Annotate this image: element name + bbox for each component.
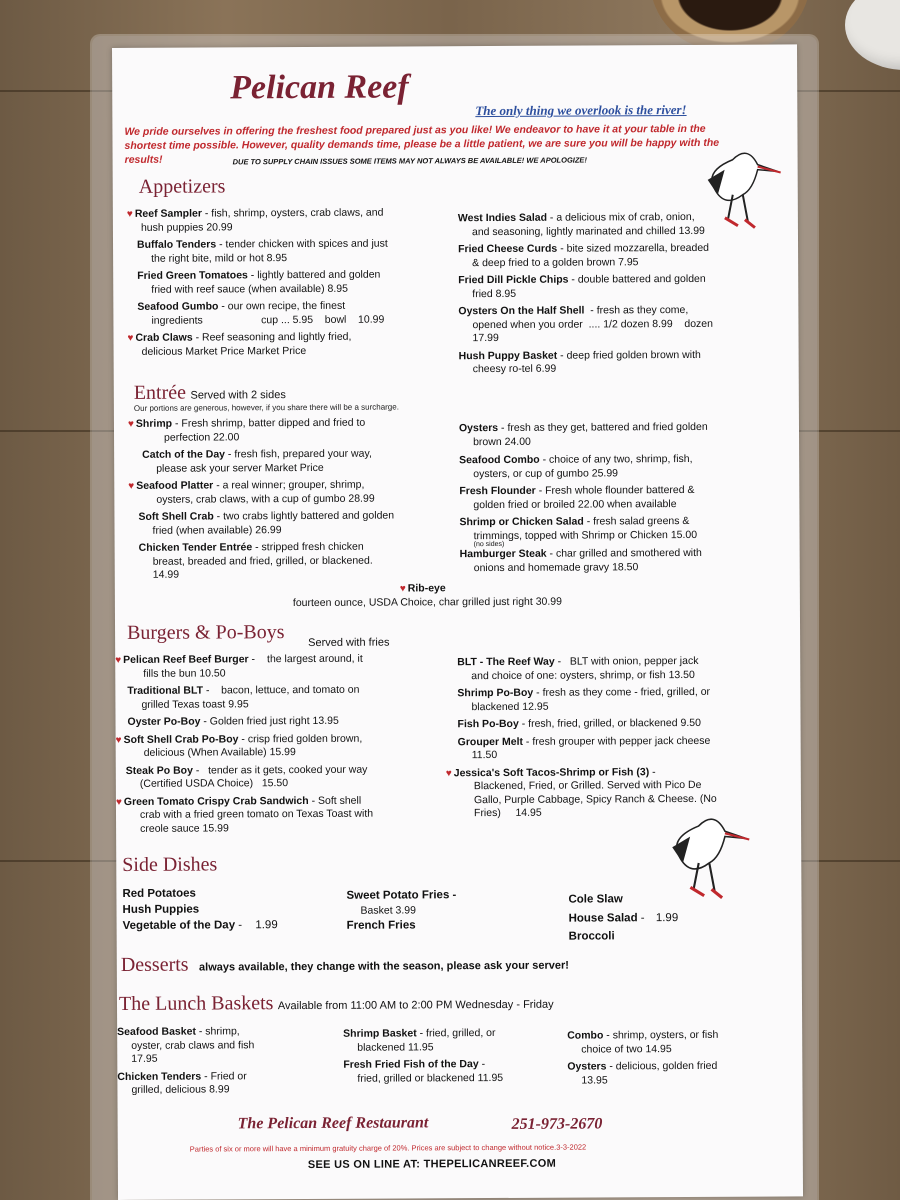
heart-icon: ♥	[445, 767, 452, 779]
section-title-appetizers: Appetizers	[138, 175, 226, 198]
menu-item	[127, 268, 427, 297]
menu-item	[116, 732, 446, 761]
item-desc-line: 14.99	[152, 568, 180, 581]
item-desc: - crisp fried golden brown,	[238, 732, 363, 745]
burgers-subtitle: Served with fries	[308, 636, 390, 649]
item-desc-line: Blackened, Fried, or Grilled. Served with Pico De	[473, 778, 702, 793]
item-desc: - two crabs lightly battered and golden	[213, 509, 395, 523]
side-item: Broccoli	[568, 930, 615, 943]
menu-item	[446, 717, 766, 732]
item-name: Soft Shell Crab	[138, 510, 214, 523]
menu-title: Pelican Reef	[230, 68, 409, 107]
sides-column-2	[346, 888, 546, 934]
menu-item	[567, 1060, 767, 1088]
side-item-price: Basket 3.99	[360, 904, 417, 917]
item-name: Fried Green Tomatoes	[137, 269, 248, 282]
item-name: Seafood Combo	[459, 453, 540, 467]
item-desc-line: grilled, delicious 8.99	[131, 1083, 230, 1096]
item-desc: - Fried or	[201, 1069, 247, 1083]
plate	[845, 0, 900, 70]
item-name: Green Tomato Crispy Crab Sandwich	[123, 794, 309, 808]
item-name: Fresh Flounder	[459, 484, 536, 498]
item-price: 1.99	[255, 919, 278, 932]
item-desc: - a real winner; grouper, shrimp,	[213, 478, 365, 492]
item-desc: - a delicious mix of crab, onion,	[546, 210, 695, 224]
item-name: Fish Po-Boy	[457, 717, 519, 731]
item-desc-line: fried (when available) 26.99	[152, 523, 282, 537]
side-item: Vegetable of the Day - 1.99	[122, 919, 278, 932]
entree-note: Our portions are generous, however, if you share there will be a surcharge.	[133, 402, 399, 413]
item-name: Fried Dill Pickle Chips	[458, 273, 569, 287]
entree-right-column	[459, 421, 760, 576]
item-desc: - BLT with onion, pepper jack	[554, 654, 699, 668]
desserts-row	[121, 952, 569, 977]
heart-icon: ♥	[115, 734, 122, 746]
menu-item	[459, 515, 759, 549]
item-desc: - stripped fresh chicken	[252, 540, 364, 554]
item-desc: the largest around, it	[266, 652, 363, 666]
sides-column-3	[568, 889, 768, 946]
item-desc: - choice of any two, shrimp, fish,	[539, 452, 693, 466]
item-desc: - bacon, lettuce, and tomato on	[202, 683, 360, 697]
item-desc-line: fried, grilled or blackened 11.95	[357, 1071, 504, 1085]
menu-item	[458, 304, 758, 346]
item-name: Rib-eye	[407, 582, 446, 595]
menu-item	[343, 1058, 553, 1086]
heart-icon: ♥	[128, 480, 135, 492]
item-desc: - lightly battered and golden	[247, 268, 381, 282]
item-name: House Salad	[568, 912, 638, 925]
desserts-desc: always available, they change with the season, please ask your server!	[199, 959, 569, 974]
item-name: Oysters	[567, 1060, 607, 1073]
item-name: Pelican Reef Beef Burger	[123, 653, 249, 666]
menu-item	[117, 1025, 317, 1067]
item-desc: - Fresh whole flounder battered &	[535, 483, 695, 497]
item-desc-line: golden fried or broiled 22.00 when available	[473, 497, 677, 511]
menu-item-ribeye	[400, 582, 446, 596]
item-name: Traditional BLT	[127, 684, 204, 697]
item-desc-line: ingredients cup ... 5.95 bowl 10.99	[151, 313, 385, 327]
item-desc-line: crab with a fried green tomato on Texas Toast with	[139, 807, 374, 821]
menu-item	[459, 453, 759, 482]
item-desc: - fresh as they come,	[584, 303, 689, 317]
lunch-column-1	[117, 1025, 317, 1098]
item-name: Fried Cheese Curds	[458, 242, 558, 256]
item-desc-line: delicious (When Available) 15.99	[143, 746, 296, 759]
item-price: 1.99	[655, 912, 679, 925]
item-desc-line: blackened 11.95	[357, 1040, 434, 1054]
item-desc-line: opened when you order .... 1/2 dozen 8.99 dozen	[472, 317, 713, 331]
heart-icon: ♥	[127, 332, 134, 344]
menu-item	[446, 734, 766, 763]
menu-item	[458, 211, 758, 240]
heart-icon: ♥	[115, 796, 122, 808]
section-title-burgers: Burgers & Po-Boys	[127, 621, 285, 644]
item-desc: - fresh salad greens &	[583, 514, 690, 528]
item-desc-line: and seasoning, lightly marinated and chilled 13.99	[471, 224, 705, 238]
item-desc-line: oysters, crab claws, with a cup of gumbo 28.99	[156, 492, 375, 506]
item-desc-line: grilled Texas toast 9.95	[141, 697, 249, 711]
sides-column-1	[122, 885, 322, 934]
menu-item	[115, 714, 445, 729]
side-item: Red Potatoes	[122, 887, 196, 900]
side-item: French Fries	[346, 919, 416, 932]
footer-phone: 251-973-2670	[511, 1115, 603, 1133]
burgers-right-column	[445, 655, 766, 821]
menu-item	[115, 652, 445, 681]
burgers-left-column	[115, 652, 446, 836]
item-desc-line: onions and homemade gravy 18.50	[473, 560, 639, 574]
item-desc: - fresh fish, prepared your way,	[224, 447, 372, 461]
item-desc-line: & deep fried to a golden brown 7.95	[472, 255, 639, 269]
lunch-column-3	[567, 1029, 767, 1088]
item-desc: -	[248, 653, 256, 666]
menu-item	[128, 509, 438, 538]
section-title-lunch: The Lunch Baskets	[118, 992, 274, 1015]
side-item: House Salad - 1.99	[568, 912, 679, 925]
item-desc: - Fresh shrimp, batter dipped and fried to	[172, 416, 366, 430]
item-desc: - tender as it gets, cooked your way	[192, 763, 368, 777]
pelican-icon	[664, 805, 754, 900]
menu-item	[445, 686, 765, 715]
item-desc-line: oyster, crab claws and fish	[131, 1038, 255, 1052]
menu-item	[116, 763, 446, 792]
menu-item	[128, 478, 438, 507]
item-desc-line: hush puppies 20.99	[140, 220, 233, 234]
item-name: West Indies Salad	[457, 211, 548, 225]
section-title-desserts: Desserts	[120, 953, 189, 976]
item-desc-line: breast, breaded and fried, grilled, or blackened.	[152, 554, 373, 568]
ribeye-desc: fourteen ounce, USDA Choice, char grilled just right 30.99	[292, 595, 563, 610]
item-name: Oysters	[458, 421, 499, 435]
item-name: Chicken Tenders	[117, 1070, 202, 1083]
item-desc: - fresh grouper with pepper jack cheese	[522, 734, 711, 748]
item-name: Steak Po Boy	[125, 764, 193, 777]
heart-icon: ♥	[126, 208, 133, 220]
item-desc: - bite sized mozzarella, breaded	[557, 241, 710, 255]
item-desc-line: 11.50	[471, 748, 498, 762]
item-name: Combo	[567, 1029, 604, 1042]
item-desc: -	[478, 1058, 486, 1071]
item-desc: - shrimp, oysters, or fish	[603, 1028, 719, 1042]
menu-item	[127, 299, 427, 328]
item-name: Reef Sampler	[134, 207, 202, 220]
item-name: Soft Shell Crab Po-Boy	[123, 732, 239, 746]
item-desc: - Soft shell	[308, 794, 362, 807]
section-title-entree: Entrée	[133, 381, 187, 404]
menu-item	[127, 206, 427, 235]
side-item: Hush Puppies	[122, 903, 200, 916]
supply-note: DUE TO SUPPLY CHAIN ISSUES SOME ITEMS MAY NOT ALWAYS BE AVAILABLE! WE APOLOGIZE!	[232, 155, 587, 167]
entree-left-column	[128, 416, 439, 582]
item-desc: - shrimp,	[195, 1025, 240, 1038]
item-name: Hush Puppy Basket	[458, 349, 558, 362]
menu-item	[116, 794, 446, 836]
item-name: Grouper Melt	[457, 735, 524, 748]
appetizers-right-column	[458, 211, 759, 377]
menu-item	[117, 1069, 317, 1097]
menu-page	[112, 44, 803, 1200]
item-desc: - deep fried golden brown with	[557, 348, 701, 362]
item-desc-line: delicious Market Price Market Price	[141, 344, 307, 358]
menu-item	[458, 273, 758, 302]
item-desc-line: the right bite, mild or hot 8.95	[151, 251, 288, 265]
menu-item	[459, 348, 759, 377]
item-name: Buffalo Tenders	[136, 238, 217, 251]
section-title-sides: Side Dishes	[122, 853, 218, 876]
item-desc-line: 17.95	[131, 1052, 158, 1065]
item-desc-line: creole sauce 15.99	[140, 821, 229, 835]
item-name: Vegetable of the Day	[122, 919, 236, 932]
item-name: Shrimp Basket	[343, 1027, 417, 1040]
item-name: Hamburger Steak	[459, 547, 547, 561]
entree-subtitle: Served with 2 sides	[190, 389, 286, 402]
item-note: (no sides)	[473, 540, 505, 549]
menu-item	[460, 547, 760, 576]
lunch-heading	[119, 991, 554, 1016]
side-item: Cole Slaw	[568, 893, 623, 906]
item-desc: - Golden fried just right 13.95	[200, 714, 339, 728]
entree-heading	[134, 381, 286, 405]
footer-website: SEE US ON LINE AT: THEPELICANREEF.COM	[307, 1157, 557, 1171]
item-desc: - fish, shrimp, oysters, crab claws, and	[201, 206, 384, 220]
item-desc: -	[649, 765, 656, 778]
side-item: Sweet Potato Fries -	[346, 889, 457, 902]
item-desc-line: perfection 22.00	[164, 430, 240, 444]
item-desc-line: 13.95	[581, 1073, 608, 1087]
item-name: BLT - The Reef Way	[457, 655, 555, 669]
item-name: Shrimp or Chicken Salad	[459, 515, 584, 529]
item-desc-line: cheesy ro-tel 6.99	[472, 362, 557, 376]
item-name: Seafood Gumbo	[137, 300, 219, 313]
item-name: Crab Claws	[135, 331, 193, 344]
item-desc-line: 17.99	[472, 331, 499, 345]
item-desc-line: fills the bun 10.50	[143, 666, 226, 680]
item-desc-line: fried 8.95	[472, 287, 517, 300]
item-desc-line: please ask your server Market Price	[156, 461, 324, 475]
item-name: Chicken Tender Entrée	[138, 541, 253, 554]
heart-icon: ♥	[127, 418, 134, 430]
item-desc: - fresh, fried, grilled, or blackened 9.50	[518, 716, 701, 730]
item-desc: - fresh as they come - fried, grilled, or	[533, 685, 711, 699]
item-desc-line: trimmings, topped with Shrimp or Chicken 15.00	[473, 528, 698, 542]
item-desc: - delicious, golden fried	[606, 1059, 718, 1073]
item-desc-line: oysters, or cup of gumbo 25.99	[473, 466, 619, 480]
menu-item	[115, 683, 445, 712]
item-desc-line: Gallo, Purple Cabbage, Spicy Ranch & Cheese. (No	[473, 792, 717, 806]
menu-item	[128, 447, 438, 476]
footer-note: Parties of six or more will have a minimum gratuity charge of 20%. Prices are subject to change without notice.3-3-2022	[189, 1142, 587, 1154]
lunch-subtitle: Available from 11:00 AM to 2:00 PM Wednesday - Friday	[277, 998, 554, 1013]
menu-item	[567, 1029, 767, 1057]
footer-restaurant-name: The Pelican Reef Restaurant	[237, 1114, 429, 1133]
menu-tagline: The only thing we overlook is the river!	[475, 101, 687, 119]
item-name: Oysters On the Half Shell	[458, 304, 585, 318]
item-desc: - char grilled and smothered with	[546, 546, 702, 560]
item-desc-line: brown 24.00	[473, 435, 531, 448]
menu-item	[127, 330, 427, 359]
menu-item	[459, 421, 759, 450]
menu-intro: We pride ourselves in offering the freshest food prepared just as you like! We endeavor to have it at your table in the shortest time possible. However, quality demands time, please be a little patient, we are sure you will be happy with the results!	[124, 122, 720, 166]
item-name: Fresh Fried Fish of the Day	[343, 1058, 479, 1071]
item-name: Jessica's Soft Tacos-Shrimp or Fish (3)	[453, 765, 650, 779]
item-desc: - tender chicken with spices and just	[216, 237, 388, 251]
item-desc: - double battered and golden	[568, 272, 706, 286]
item-name: Shrimp	[135, 417, 173, 430]
item-desc-line: blackened 12.95	[471, 700, 549, 713]
item-desc-line: Fries) 14.95	[473, 806, 542, 820]
item-name: Catch of the Day	[142, 448, 226, 461]
menu-item	[458, 242, 758, 271]
heart-icon: ♥	[399, 583, 406, 595]
item-desc-line: and choice of one: oysters, shrimp, or fish 13.50	[471, 668, 695, 682]
lunch-column-2	[343, 1027, 553, 1086]
item-desc-line: fried with reef sauce (when available) 8.95	[151, 282, 348, 296]
item-name: Oyster Po-Boy	[127, 715, 201, 728]
menu-item	[129, 540, 439, 582]
menu-item	[459, 484, 759, 513]
menu-item	[128, 416, 438, 445]
menu-item	[445, 655, 765, 684]
heart-icon: ♥	[115, 654, 122, 666]
item-desc-line: choice of two 14.95	[581, 1042, 672, 1056]
item-name: Shrimp Po-Boy	[457, 686, 534, 700]
item-name: Seafood Basket	[117, 1025, 196, 1038]
appetizers-left-column	[127, 206, 428, 359]
item-desc: - fried, grilled, or	[416, 1027, 496, 1040]
menu-item	[343, 1027, 553, 1055]
item-name: Seafood Platter	[136, 479, 214, 492]
menu-item	[127, 237, 427, 266]
item-desc: - Reef seasoning and lightly fried,	[192, 330, 352, 344]
item-desc-line: (Certified USDA Choice) 15.50	[139, 777, 289, 790]
item-desc: - our own recipe, the finest	[218, 299, 346, 313]
item-desc: - fresh as they get, battered and fried golden	[498, 420, 708, 434]
